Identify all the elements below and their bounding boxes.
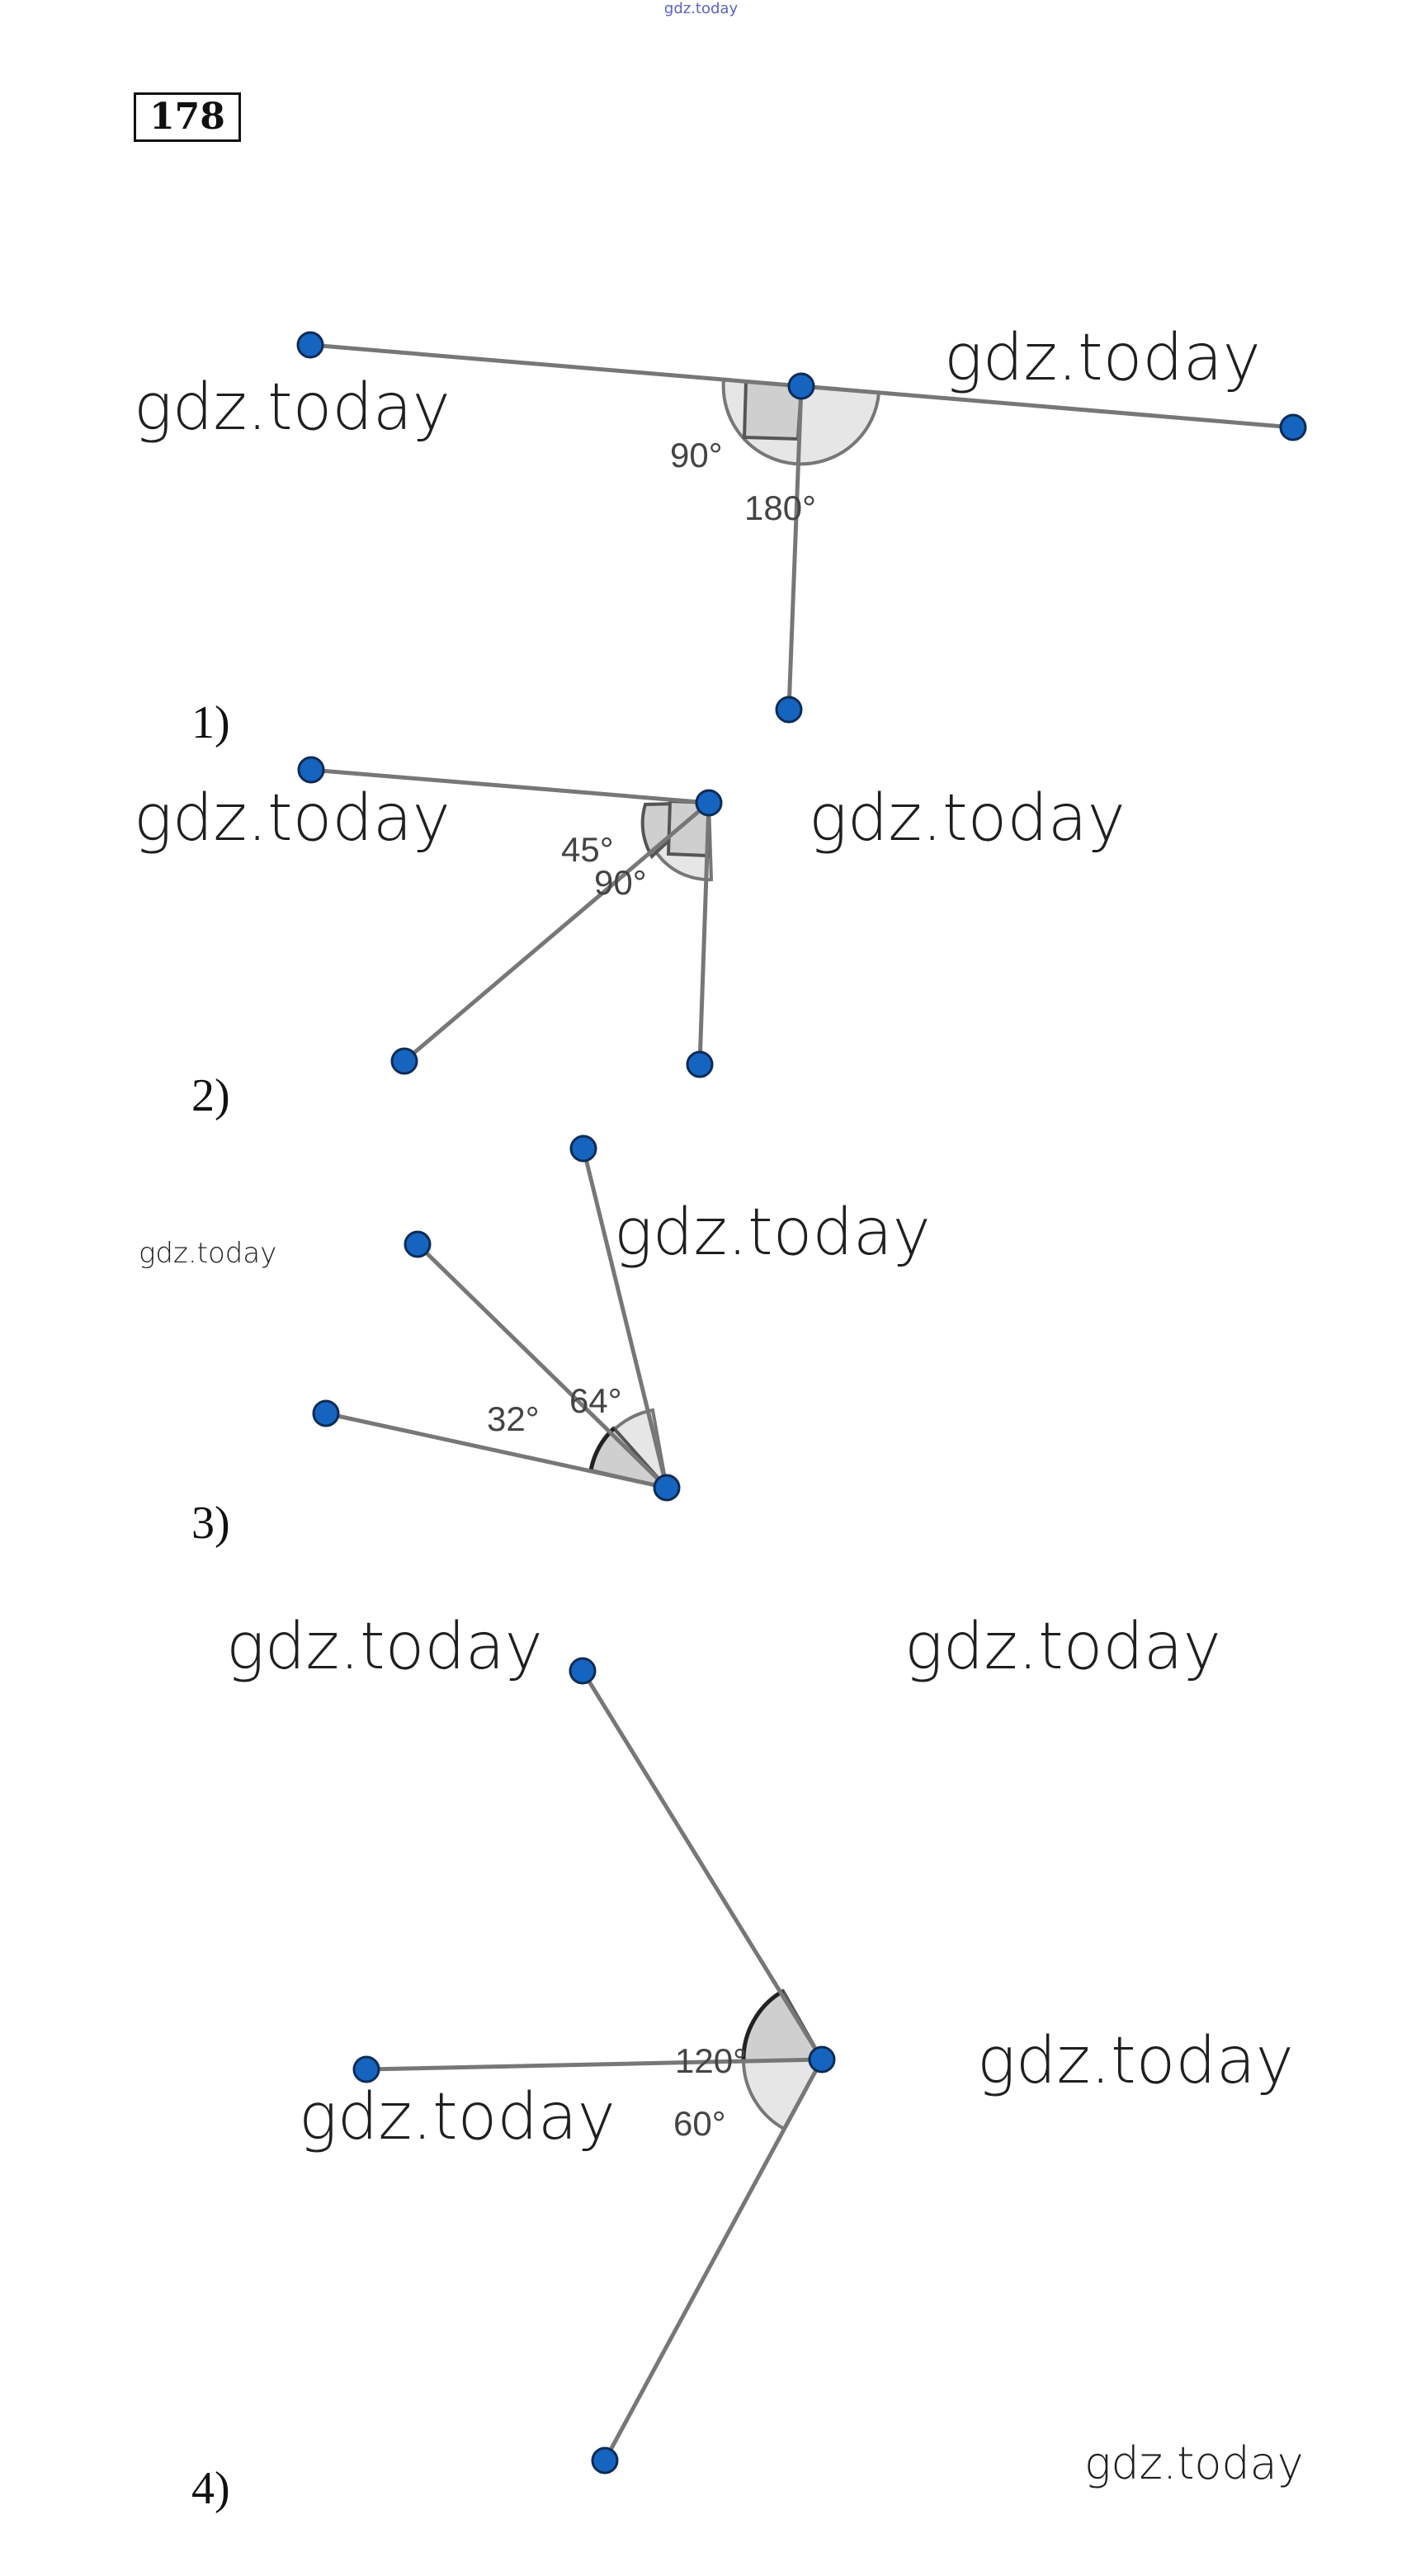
point [1281, 415, 1305, 440]
figure-3 [191, 1136, 679, 1549]
angle-label-180: 180° [744, 488, 816, 527]
watermark: gdz.today [134, 370, 451, 445]
watermark: gdz.today [299, 2080, 616, 2154]
point [405, 1232, 430, 1257]
watermark: gdz.today [1084, 2437, 1304, 2489]
point [299, 757, 323, 782]
point [789, 374, 814, 399]
point [687, 1052, 712, 1077]
point [810, 2047, 834, 2072]
angle-label-60: 60° [673, 2104, 726, 2143]
part-label-3: 3) [191, 1498, 230, 1549]
angle-label-45: 45° [561, 830, 614, 869]
watermark: gdz.today [139, 1237, 277, 1270]
part-label-4: 4) [191, 2463, 230, 2514]
angle-label-90: 90° [670, 436, 723, 474]
task-number-box: 178 [134, 92, 241, 142]
point [314, 1401, 338, 1426]
watermarks [134, 321, 1304, 2489]
ray-3b [418, 1244, 667, 1488]
watermark: gdz.today [809, 781, 1126, 856]
part-label-1: 1) [191, 697, 230, 748]
point [592, 2448, 617, 2473]
watermark: gdz.today [944, 321, 1261, 395]
angle-label-120: 120° [675, 2041, 747, 2080]
point [354, 2057, 379, 2082]
point [654, 1475, 679, 1500]
point [777, 697, 801, 722]
ray-4a [583, 1671, 822, 2059]
watermark: gdz.today [614, 1196, 931, 1270]
part-label-2: 2) [191, 1070, 230, 1121]
watermark: gdz.today [134, 781, 451, 856]
angle-label-32: 32° [487, 1399, 540, 1438]
point [298, 333, 323, 357]
top-watermark: gdz.today [663, 0, 739, 17]
angle-label-90: 90° [594, 863, 647, 902]
angle-120-arc [743, 1991, 822, 2061]
watermark: gdz.today [226, 1610, 543, 1684]
watermark: gdz.today [904, 1610, 1221, 1684]
point [392, 1049, 417, 1073]
watermark: gdz.today [977, 2024, 1294, 2098]
angle-60-arc [743, 2059, 822, 2129]
angle-label-64: 64° [569, 1381, 622, 1420]
point [696, 790, 721, 815]
point [571, 1136, 596, 1161]
point [570, 1658, 595, 1683]
